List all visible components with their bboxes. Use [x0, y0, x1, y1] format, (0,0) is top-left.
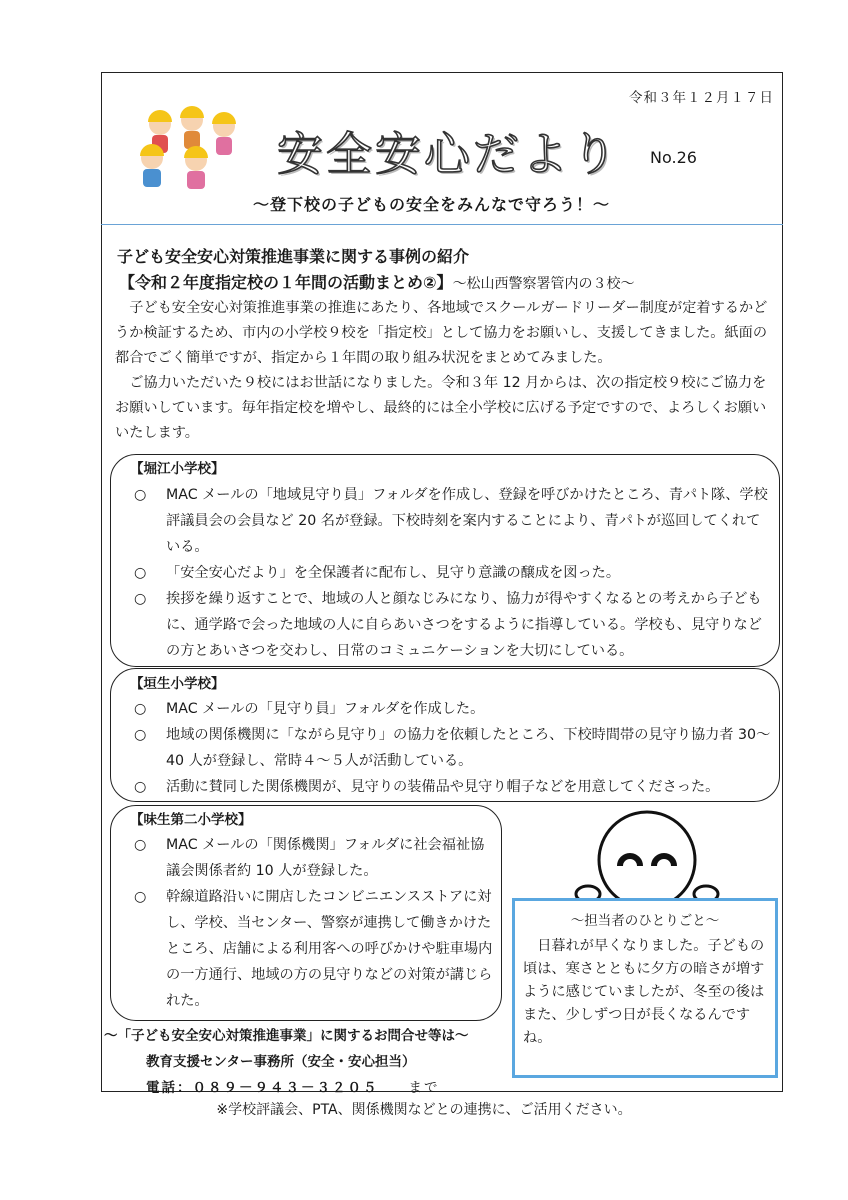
contact-phone	[146, 1076, 440, 1096]
child-figure	[180, 106, 204, 149]
child-figure	[212, 112, 236, 155]
section-heading: 子ども安全安心対策推進事業に関する事例の紹介	[117, 247, 470, 266]
bullet-icon: ○	[134, 701, 147, 717]
list-item	[134, 560, 774, 586]
footer-note: ※学校評議会、PTA、関係機関などとの連携に、ご活用ください。	[216, 1102, 632, 1118]
newsletter-subtitle: ～登下校の子どもの安全をみんなで守ろう！～	[253, 195, 611, 214]
school-items-horie	[134, 482, 774, 664]
list-item-text: 幹線道路沿いに開店したコンビニエンスストアに対し、学校、当センター、警察が連携して働きかけたところ、店舗による利用客への呼びかけや駐車場内の一方通行、地域の方の見守りなどの対策が講じられた。	[166, 889, 493, 1009]
intro-text	[115, 296, 777, 446]
child-figure	[140, 144, 164, 187]
issue-number: No.26	[650, 148, 697, 167]
school-items-habu	[134, 696, 774, 800]
school-name-horie: 【堀江小学校】	[128, 457, 227, 477]
bullet-icon: ○	[134, 727, 147, 743]
list-item	[134, 832, 494, 884]
list-item	[134, 722, 774, 774]
newsletter-title: 安全安心だより	[277, 127, 620, 181]
bullet-icon: ○	[134, 487, 147, 503]
header-divider	[101, 224, 783, 225]
contact-heading: ～「子ども安全安心対策推進事業」に関するお問合せ等は～	[104, 1028, 469, 1044]
list-item	[134, 696, 774, 722]
list-item-text: 挨拶を繰り返すことで、地域の人と顔なじみになり、協力が得やすくなるとの考えから子どもに、通学路で会った地域の人に自らあいさつをするように指導している。学校も、見守りなどの方とあいさつを交わし、日常のコミュニケーションを大切にしている。	[166, 591, 762, 659]
contact-phone-tail: まで	[408, 1080, 440, 1096]
list-item-text: MAC メールの「地域見守り員」フォルダを作成し、登録を呼びかけたところ、青パト隊、学校評議員会の会員など 20 名が登録。下校時刻を案内することにより、青パトが巡回してくれている。	[166, 487, 768, 555]
section-subheading-main: 【令和２年度指定校の１年間の活動まとめ②】	[119, 273, 453, 292]
bullet-icon: ○	[134, 591, 147, 607]
list-item	[134, 884, 494, 1014]
school-name-habu: 【垣生小学校】	[128, 672, 227, 692]
school-items-ajikadaini	[134, 832, 494, 1014]
smiley-face-icon	[572, 808, 722, 908]
list-item-text: MAC メールの「関係機関」フォルダに社会福祉協議会関係者約 10 人が登録した。	[166, 837, 485, 879]
bullet-icon: ○	[134, 837, 147, 853]
list-item-text: 「安全安心だより」を全保護者に配布し、見守り意識の醸成を図った。	[166, 565, 621, 581]
child-figure	[184, 146, 208, 189]
contact-office: 教育支援センター事務所（安全・安心担当）	[146, 1054, 416, 1070]
children-illustration	[130, 102, 250, 194]
section-source: ～松山西警察署管内の３校～	[452, 276, 635, 292]
list-item	[134, 774, 774, 800]
bullet-icon: ○	[134, 565, 147, 581]
list-item	[134, 482, 774, 560]
intro-paragraph: 子ども安全安心対策推進事業の推進にあたり、各地域でスクールガードリーダー制度が定着するかどうか検証するため、市内の小学校９校を「指定校」として協力をお願いし、支援してきました。紙面の都合でごく簡単ですが、指定から１年間の取り組み状況をまとめてみました。	[115, 300, 768, 366]
list-item-text: MAC メールの「見守り員」フォルダを作成した。	[166, 701, 485, 717]
list-item	[134, 586, 774, 664]
bullet-icon: ○	[134, 889, 147, 905]
contact-phone-number: 電話：０８９－９４３－３２０５	[146, 1080, 379, 1096]
school-name-ajikadaini: 【味生第二小学校】	[128, 808, 254, 828]
note-text: 日暮れが早くなりました。子どもの頃は、寒さとともに夕方の暗さが増すように感じていましたが、冬至の後はまた、少しずつ日が長くなるんですね。	[523, 938, 765, 1046]
bullet-icon: ○	[134, 779, 147, 795]
section-subheading	[119, 270, 635, 293]
intro-paragraph: ご協力いただいた９校にはお世話になりました。令和３年 12 月からは、次の指定校９校にご協力をお願いしています。毎年指定校を増やし、最終的には全小学校に広げる予定ですので、よろしくお願いいたします。	[115, 375, 767, 441]
staff-note-box	[512, 898, 778, 1078]
note-title: ～担当者のひとりごと～	[570, 913, 720, 929]
issue-date: 令和３年１２月１７日	[629, 90, 774, 106]
list-item-text: 地域の関係機関に「ながら見守り」の協力を依頼したところ、下校時間帯の見守り協力者 30～40 人が登録し、常時４～５人が活動している。	[166, 727, 771, 769]
list-item-text: 活動に賛同した関係機関が、見守りの装備品や見守り帽子などを用意してくださった。	[166, 779, 720, 795]
